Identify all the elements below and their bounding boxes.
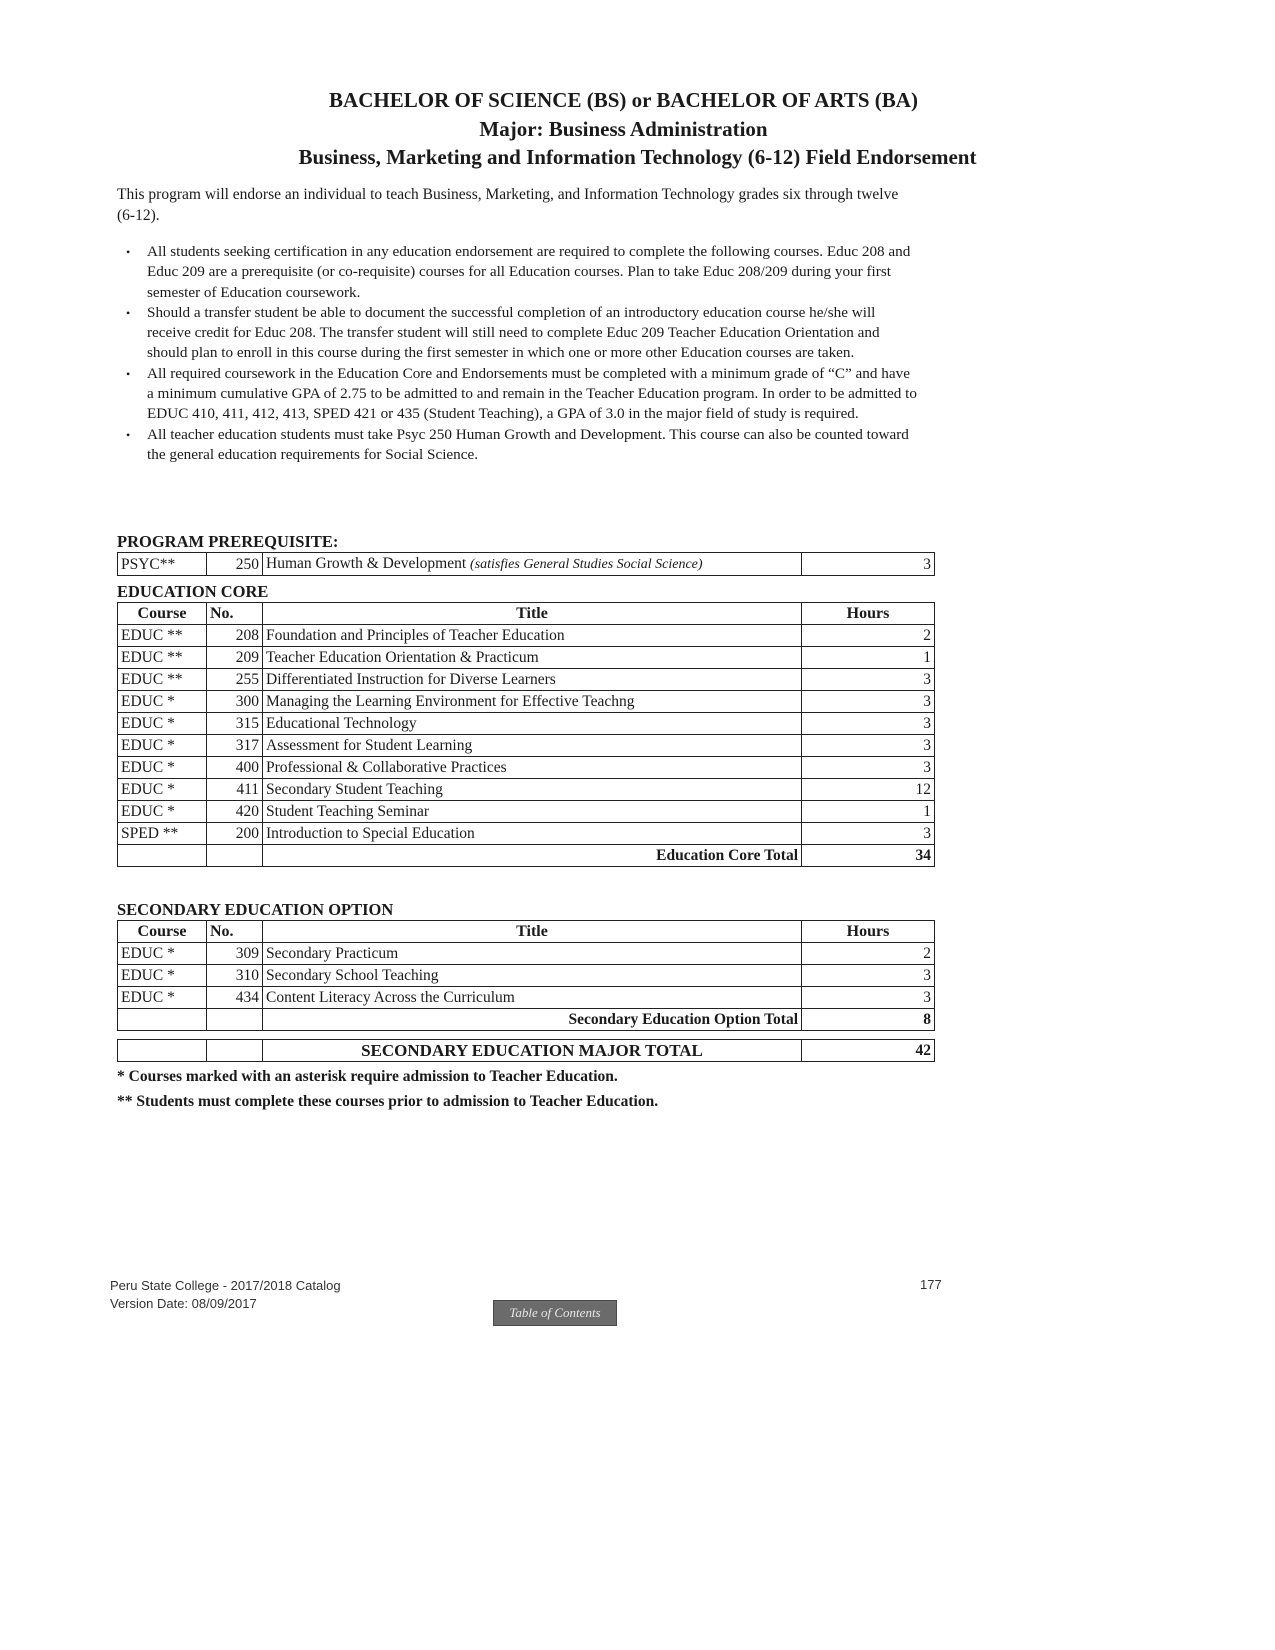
major-total-label: SECONDARY EDUCATION MAJOR TOTAL bbox=[263, 1040, 802, 1062]
footnote-asterisk: * Courses marked with an asterisk require admission to Teacher Education. bbox=[117, 1068, 618, 1085]
title-cell: Human Growth & Development (satisfies General Studies Social Science) bbox=[263, 553, 802, 576]
table-row: EDUC * 315 Educational Technology 3 bbox=[118, 713, 935, 735]
page-number: 177 bbox=[920, 1277, 942, 1292]
column-header-no: No. bbox=[207, 603, 263, 625]
column-header-title: Title bbox=[263, 921, 802, 943]
bullet-icon: • bbox=[126, 366, 131, 381]
prerequisite-note: (satisfies General Studies Social Science) bbox=[470, 557, 703, 572]
list-item: • Should a transfer student be able to document the successful completion of an introductory education course he/she will receive credit for Educ 208. The transfer student will still need to complete Educ 209 Teacher Education Orientation and should plan to enroll in this course during the first semester in which one or more other Education courses are taken. bbox=[126, 303, 880, 362]
bullet-icon: • bbox=[126, 245, 131, 259]
degree-heading: BACHELOR OF SCIENCE (BS) or BACHELOR OF ARTS (BA) bbox=[329, 88, 918, 112]
list-item: • All teacher education students must take Psyc 250 Human Growth and Development. This course can also be counted toward the general education requirements for Social Science. bbox=[126, 425, 909, 463]
secondary-option-total: 8 bbox=[802, 1009, 935, 1031]
prerequisite-label: PROGRAM PREREQUISITE: bbox=[117, 532, 339, 551]
footer-version: Version Date: 08/09/2017 bbox=[110, 1296, 257, 1311]
endorsement-heading: Business, Marketing and Information Technology (6-12) Field Endorsement bbox=[298, 145, 977, 169]
column-header-title: Title bbox=[263, 603, 802, 625]
intro-paragraph: This program will endorse an individual to teach Business, Marketing, and Information Technology grades six through twelve (6-12). bbox=[117, 186, 899, 224]
table-row: EDUC * 309 Secondary Practicum 2 bbox=[118, 943, 935, 965]
table-header-row bbox=[118, 603, 935, 625]
education-core-total-label: Education Core Total bbox=[263, 845, 802, 867]
column-header-hours: Hours bbox=[802, 921, 935, 943]
table-row: EDUC * 317 Assessment for Student Learning 3 bbox=[118, 735, 935, 757]
table-row: EDUC ** 208 Foundation and Principles of Teacher Education 2 bbox=[118, 625, 935, 647]
number-cell: 250 bbox=[207, 553, 263, 576]
table-header-row bbox=[118, 921, 935, 943]
requirements-list bbox=[117, 242, 917, 465]
column-header-no: No. bbox=[207, 921, 263, 943]
major-total: 42 bbox=[802, 1040, 935, 1062]
total-row bbox=[118, 1009, 935, 1031]
list-item: • All students seeking certification in any education endorsement are required to complete the following courses. Educ 208 and Educ 209 are a prerequisite (or co-requisite) courses for all Education courses. Plan to take Educ 208/209 during your first semester of Education coursework. bbox=[126, 243, 911, 301]
bullet-icon: • bbox=[126, 427, 131, 442]
column-header-hours: Hours bbox=[802, 603, 935, 625]
prerequisite-table bbox=[117, 552, 935, 576]
table-row: EDUC * 300 Managing the Learning Environment for Effective Teachng 3 bbox=[118, 691, 935, 713]
education-core-table bbox=[117, 602, 935, 867]
footnote-double-asterisk: ** Students must complete these courses prior to admission to Teacher Education. bbox=[117, 1093, 659, 1110]
table-row: EDUC ** 255 Differentiated Instruction for Diverse Learners 3 bbox=[118, 669, 935, 691]
table-row: EDUC * 434 Content Literacy Across the Curriculum 3 bbox=[118, 987, 935, 1009]
education-core-total: 34 bbox=[802, 845, 935, 867]
major-total-row bbox=[118, 1040, 935, 1062]
table-row: EDUC * 400 Professional & Collaborative Practices 3 bbox=[118, 757, 935, 779]
secondary-option-label: SECONDARY EDUCATION OPTION bbox=[117, 900, 394, 919]
table-row: EDUC * 420 Student Teaching Seminar 1 bbox=[118, 801, 935, 823]
hours-cell: 3 bbox=[802, 553, 935, 576]
bullet-icon: • bbox=[126, 305, 131, 320]
course-cell: PSYC** bbox=[118, 553, 207, 576]
column-header-course: Course bbox=[118, 603, 207, 625]
major-total-table bbox=[117, 1039, 935, 1062]
list-item: • All required coursework in the Education Core and Endorsements must be completed with a minimum grade of “C” and have a minimum cumulative GPA of 2.75 to be admitted to and remain in the Teacher Education program. In order to be admitted to EDUC 410, 411, 412, 413, SPED 421 or 435 (Student Teaching), a GPA of 3.0 in the major field of study is required. bbox=[126, 364, 917, 423]
table-row: SPED ** 200 Introduction to Special Education 3 bbox=[118, 823, 935, 845]
table-of-contents-button[interactable]: Table of Contents bbox=[493, 1300, 617, 1326]
education-core-label: EDUCATION CORE bbox=[117, 582, 269, 601]
total-row bbox=[118, 845, 935, 867]
secondary-option-total-label: Secondary Education Option Total bbox=[263, 1009, 802, 1031]
table-row bbox=[118, 553, 935, 576]
column-header-course: Course bbox=[118, 921, 207, 943]
major-heading: Major: Business Administration bbox=[479, 117, 768, 141]
footer-catalog: Peru State College - 2017/2018 Catalog bbox=[110, 1278, 341, 1293]
table-row: EDUC * 310 Secondary School Teaching 3 bbox=[118, 965, 935, 987]
table-row: EDUC ** 209 Teacher Education Orientation & Practicum 1 bbox=[118, 647, 935, 669]
secondary-option-table bbox=[117, 920, 935, 1031]
table-row: EDUC * 411 Secondary Student Teaching 12 bbox=[118, 779, 935, 801]
